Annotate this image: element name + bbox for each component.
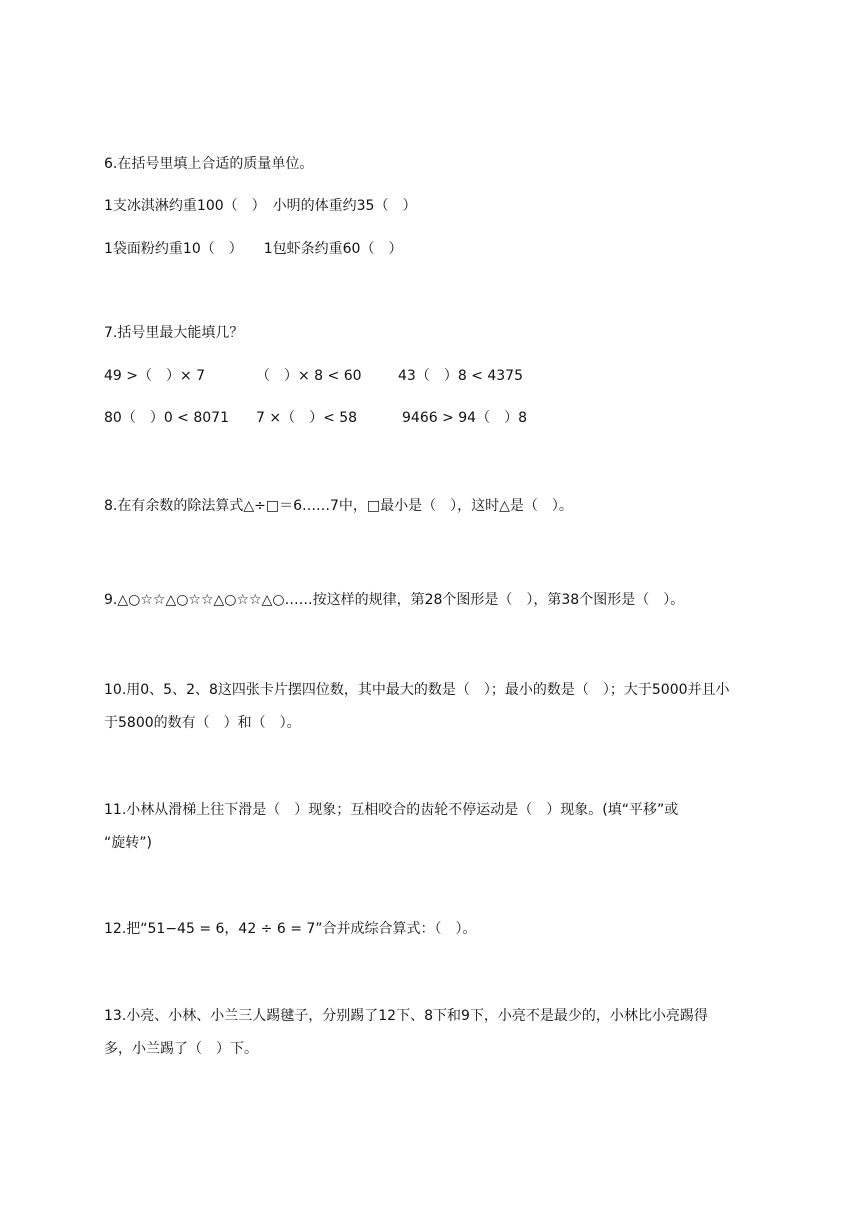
q7-title: 7.括号里最大能填几？ bbox=[104, 325, 244, 341]
q11-line-2: “旋转”) bbox=[104, 835, 152, 851]
q7-item-1: 49 >（ ）× 7 bbox=[104, 368, 206, 384]
q13-line-1: 13.小亮、小林、小兰三人踢毽子，分别踢了12下、8下和9下，小亮不是最少的，小林比小亮踢得 bbox=[104, 1008, 708, 1024]
q9-text: 9.△○☆☆△○☆☆△○☆☆△○……按这样的规律，第28个图形是（ ），第38个图形是（ ）。 bbox=[104, 592, 685, 608]
q7-item-6: 9466 > 94（ ）8 bbox=[402, 410, 527, 426]
q7-item-4: 80（ ）0 < 8071 bbox=[104, 410, 229, 426]
q6-line-2: 1袋面粉约重10（ ） 1包虾条约重60（ ） bbox=[104, 241, 403, 257]
q8-text: 8.在有余数的除法算式△÷□＝6……7中，□最小是（ ），这时△是（ ）。 bbox=[104, 498, 573, 514]
q6-title: 6.在括号里填上合适的质量单位。 bbox=[104, 156, 314, 172]
q10-line-2: 于5800的数有（ ）和（ ）。 bbox=[104, 715, 301, 731]
q11-line-1: 11.小林从滑梯上往下滑是（ ）现象；互相咬合的齿轮不停运动是（ ）现象。(填“平移”或 bbox=[104, 802, 679, 818]
q7-item-5: 7 ×（ ）< 58 bbox=[256, 410, 358, 426]
q7-item-3: 43（ ）8 < 4375 bbox=[398, 368, 523, 384]
q6-line-1: 1支冰淇淋约重100（ ） 小明的体重约35（ ） bbox=[104, 198, 417, 214]
q10-line-1: 10.用0、5、2、8这四张卡片摆四位数，其中最大的数是（ ）；最小的数是（ ）；大于5000并且小 bbox=[104, 682, 730, 698]
q13-line-2: 多，小兰踢了（ ）下。 bbox=[104, 1041, 258, 1057]
q12-text: 12.把“51−45 = 6，42 ÷ 6 = 7”合并成综合算式：（ ）。 bbox=[104, 921, 477, 937]
q7-item-2: （ ）× 8 < 60 bbox=[256, 368, 362, 384]
